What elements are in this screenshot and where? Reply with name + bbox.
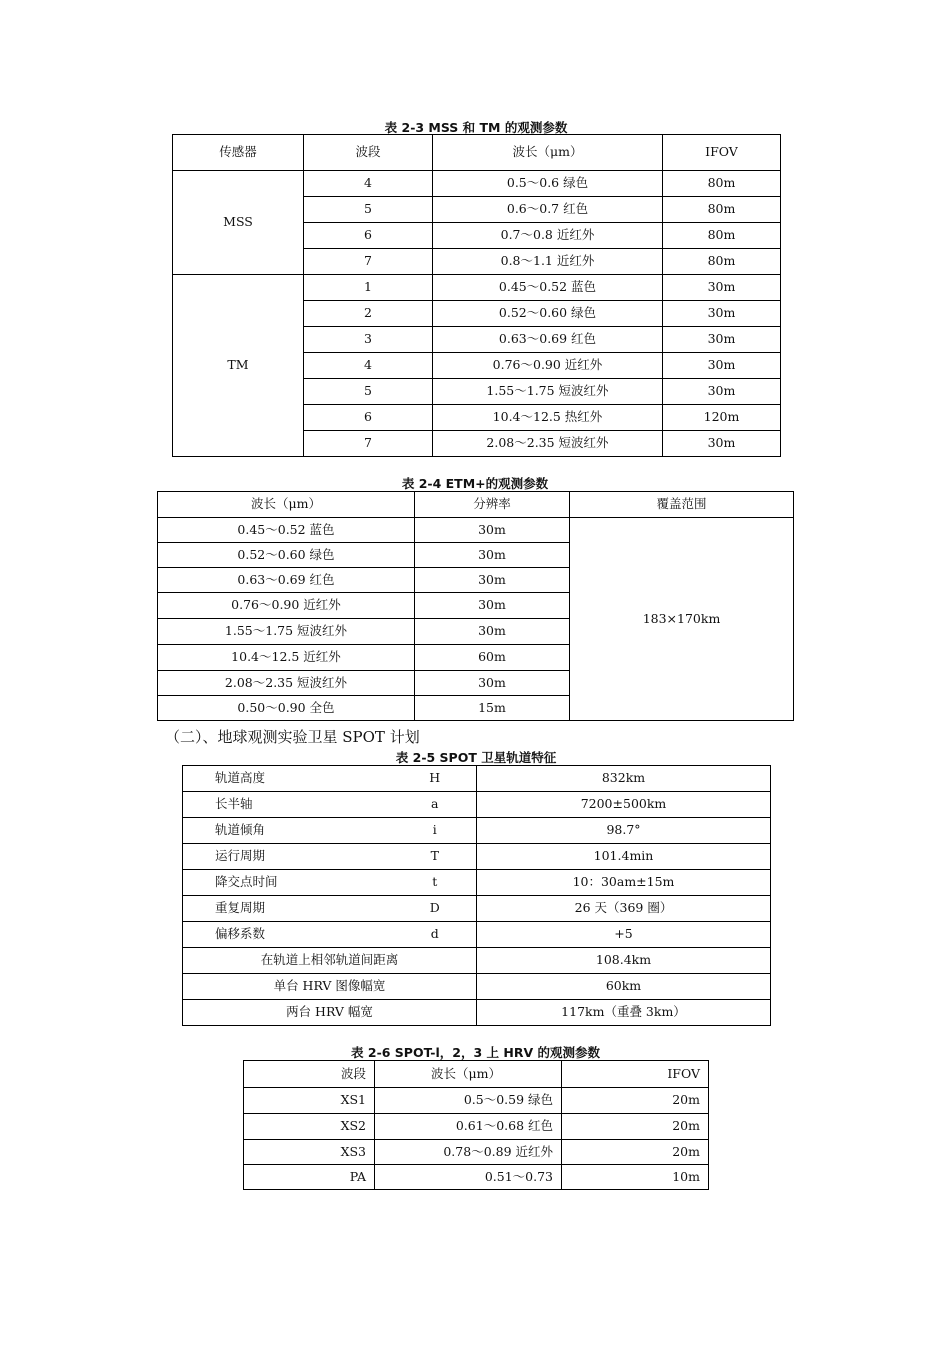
table-cell: 30m	[415, 543, 570, 568]
table-cell: 7200±500km	[477, 792, 771, 818]
header-cell: 波长（μm）	[375, 1061, 562, 1088]
table-cell: 5	[304, 379, 433, 405]
table-row	[244, 1140, 709, 1165]
table-row	[173, 275, 781, 301]
table-cell: a	[394, 792, 477, 818]
table-cell: 10.4～12.5 热红外	[433, 405, 663, 431]
table-cell: i	[394, 818, 477, 844]
table-cell: 26 天（369 圈）	[477, 896, 771, 922]
table-cell: 0.7～0.8 近红外	[433, 223, 663, 249]
table-cell: 10.4～12.5 近红外	[158, 645, 415, 671]
table-cell: 60m	[415, 645, 570, 671]
table-cell: 10：30am±15m	[477, 870, 771, 896]
table-cell: 降交点时间	[183, 870, 394, 896]
table-cell: 2	[304, 301, 433, 327]
table-cell: 6	[304, 405, 433, 431]
table-cell: 6	[304, 223, 433, 249]
table-cell: 30m	[415, 619, 570, 645]
table-row	[244, 1088, 709, 1114]
table-row	[244, 1165, 709, 1190]
table-cell: 30m	[415, 568, 570, 593]
table-row	[244, 1114, 709, 1140]
table-cell: 0.45～0.52 蓝色	[158, 518, 415, 543]
table-cell: 在轨道上相邻轨道间距离	[183, 948, 477, 974]
header-cell: 分辨率	[415, 492, 570, 518]
table-header-row	[244, 1061, 709, 1088]
table-cell: 20m	[562, 1088, 709, 1114]
sensor-cell: MSS	[173, 171, 304, 275]
table-cell: 0.6～0.7 红色	[433, 197, 663, 223]
table-cell: XS3	[244, 1140, 375, 1165]
table-cell: 832km	[477, 766, 771, 792]
table-2-5-caption: 表 2-5 SPOT 卫星轨道特征	[395, 750, 557, 765]
table-cell: 7	[304, 249, 433, 275]
table-row	[183, 1000, 771, 1026]
table-cell: 30m	[415, 671, 570, 696]
table-cell: 0.45～0.52 蓝色	[433, 275, 663, 301]
table-2-3	[172, 134, 781, 457]
table-cell: 2.08～2.35 短波红外	[433, 431, 663, 457]
table-cell: 轨道高度	[183, 766, 394, 792]
table-2-4-caption: 表 2-4 ETM+的观测参数	[401, 476, 549, 491]
table-cell: 单台 HRV 图像幅宽	[183, 974, 477, 1000]
coverage-cell: 183×170km	[570, 518, 794, 721]
table-cell: 10m	[562, 1165, 709, 1190]
table-cell: 30m	[663, 379, 781, 405]
table-cell: 2.08～2.35 短波红外	[158, 671, 415, 696]
table-cell: 偏移系数	[183, 922, 394, 948]
table-cell: 0.61～0.68 红色	[375, 1114, 562, 1140]
table-cell: 0.63～0.69 红色	[433, 327, 663, 353]
table-row	[183, 792, 771, 818]
sensor-cell: TM	[173, 275, 304, 457]
table-header-row	[173, 135, 781, 171]
table-row	[173, 171, 781, 197]
table-cell: 30m	[663, 275, 781, 301]
table-cell: H	[394, 766, 477, 792]
table-cell: 两台 HRV 幅宽	[183, 1000, 477, 1026]
table-cell: 0.52～0.60 绿色	[158, 543, 415, 568]
header-cell: 波长（μm）	[433, 135, 663, 171]
section-heading: （二）、地球观测实验卫星 SPOT 计划	[165, 728, 420, 746]
table-cell: 30m	[663, 327, 781, 353]
table-cell: 80m	[663, 223, 781, 249]
table-cell: 4	[304, 171, 433, 197]
table-cell: 4	[304, 353, 433, 379]
table-cell: T	[394, 844, 477, 870]
table-cell: 0.8～1.1 近红外	[433, 249, 663, 275]
table-2-3-caption: 表 2-3 MSS 和 TM 的观测参数	[384, 120, 568, 135]
table-2-6-caption: 表 2-6 SPOT-l，2，3 上 HRV 的观测参数	[351, 1045, 600, 1060]
table-cell: 5	[304, 197, 433, 223]
table-cell: 0.78～0.89 近红外	[375, 1140, 562, 1165]
table-row	[183, 870, 771, 896]
table-cell: +5	[477, 922, 771, 948]
table-cell: 30m	[415, 518, 570, 543]
header-cell: IFOV	[562, 1061, 709, 1088]
table-cell: 80m	[663, 171, 781, 197]
table-cell: 20m	[562, 1114, 709, 1140]
table-cell: 117km（重叠 3km）	[477, 1000, 771, 1026]
table-row	[183, 922, 771, 948]
table-cell: 60km	[477, 974, 771, 1000]
table-cell: 30m	[663, 301, 781, 327]
table-cell: XS2	[244, 1114, 375, 1140]
table-cell: D	[394, 896, 477, 922]
table-row	[183, 818, 771, 844]
table-cell: 长半轴	[183, 792, 394, 818]
table-cell: 1.55～1.75 短波红外	[433, 379, 663, 405]
table-row	[183, 974, 771, 1000]
table-2-4	[157, 491, 794, 721]
table-row	[183, 896, 771, 922]
header-cell: IFOV	[663, 135, 781, 171]
table-cell: 101.4min	[477, 844, 771, 870]
table-cell: t	[394, 870, 477, 896]
table-cell: 30m	[663, 431, 781, 457]
table-cell: PA	[244, 1165, 375, 1190]
table-2-5	[182, 765, 771, 1026]
table-cell: 30m	[663, 353, 781, 379]
table-cell: 运行周期	[183, 844, 394, 870]
table-cell: 80m	[663, 197, 781, 223]
header-cell: 波段	[304, 135, 433, 171]
header-cell: 传感器	[173, 135, 304, 171]
table-cell: 0.63～0.69 红色	[158, 568, 415, 593]
table-cell: 0.51～0.73	[375, 1165, 562, 1190]
table-row	[158, 518, 794, 543]
table-cell: 1.55～1.75 短波红外	[158, 619, 415, 645]
table-cell: d	[394, 922, 477, 948]
table-cell: 3	[304, 327, 433, 353]
table-row	[183, 948, 771, 974]
table-cell: 轨道倾角	[183, 818, 394, 844]
table-header-row	[158, 492, 794, 518]
table-cell: 0.52～0.60 绿色	[433, 301, 663, 327]
table-cell: 15m	[415, 696, 570, 721]
table-cell: 7	[304, 431, 433, 457]
table-2-6	[243, 1060, 709, 1190]
table-cell: 80m	[663, 249, 781, 275]
table-cell: 0.5～0.59 绿色	[375, 1088, 562, 1114]
header-cell: 波段	[244, 1061, 375, 1088]
table-cell: 30m	[415, 593, 570, 619]
table-row	[183, 844, 771, 870]
table-cell: 108.4km	[477, 948, 771, 974]
header-cell: 覆盖范围	[570, 492, 794, 518]
header-cell: 波长（μm）	[158, 492, 415, 518]
table-cell: 98.7°	[477, 818, 771, 844]
table-cell: 0.50～0.90 全色	[158, 696, 415, 721]
table-cell: XS1	[244, 1088, 375, 1114]
table-cell: 0.76～0.90 近红外	[158, 593, 415, 619]
table-cell: 重复周期	[183, 896, 394, 922]
table-cell: 120m	[663, 405, 781, 431]
table-row	[183, 766, 771, 792]
table-cell: 20m	[562, 1140, 709, 1165]
table-cell: 0.5～0.6 绿色	[433, 171, 663, 197]
table-cell: 0.76～0.90 近红外	[433, 353, 663, 379]
table-cell: 1	[304, 275, 433, 301]
